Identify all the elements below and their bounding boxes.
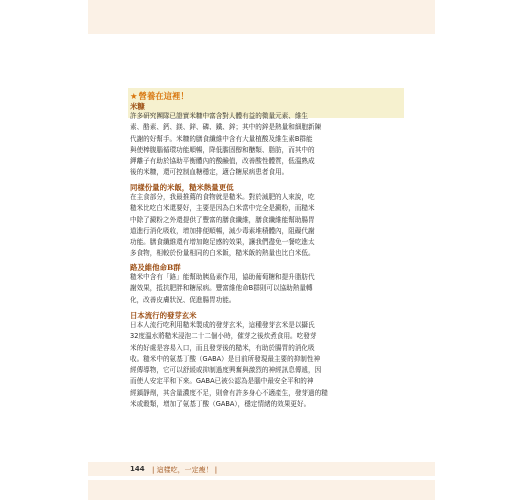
body-line: 糙米中含有「鉻」能幫助胰島素作用，協助葡萄糖和提升脂肪代 (130, 273, 315, 281)
section-heading-brown-rice-calories: 同樣份量的米飯，糙米熱量更低 (130, 183, 234, 192)
body-line: 32度溫水將糙米浸泡二十二個小時，催芽之後炊煮食用。吃發芽 (130, 332, 317, 341)
body-line: 謝效果，抵抗肥胖和糖尿病。豐富維他命B群則可以協助熱量轉 (130, 284, 313, 293)
body-line: 與使棒腹腦循環功能順暢，降低膽固醇和醣類、脂肪，而其中的 (130, 145, 315, 154)
body-line: 道進行消化吸收，增加排便順暢，減少毒素堆積體內，阻礙代謝 (130, 226, 315, 235)
running-footer-title: | 這樣吃，一定瘦！ | (152, 466, 218, 474)
page-number: 144 (130, 465, 145, 473)
body-line: 米或穀類，增加了氨基丁酸（GABA），穩定情緒的效果更好。 (130, 400, 311, 409)
body-line: 鉀離子有助於協助平衡體內的酸鹼值，改善酸性體質，低溫熟成 (130, 157, 315, 166)
section-body-brown-rice-calories (130, 192, 402, 260)
body-line: 米的好處是容易入口，而且發芽後的糙米，有助於腸胃的消化吸 (130, 343, 315, 352)
body-line: 中除了澱粉之外還提供了豐富的膳食纖維，膳食纖維能幫助腸胃 (130, 215, 315, 224)
body-line: 代謝的好幫手。米糠的膳食纖維中含有大量植酸及維生素B群能 (130, 134, 313, 143)
top-band (88, 0, 435, 34)
body-line: 素、酪素、鈣、鎂、鋅、磷、鐵、鋅；其中的鋅是熱量和細胞新陳 (130, 123, 322, 132)
body-line: 經鎮靜劑，其含量濃度不足，則會有許多身心不適產生，發芽過的糙 (130, 388, 328, 397)
body-line: 日本人流行吃利用糙米製成的發芽玄米，這種發芽玄米是以攝氏 (130, 321, 315, 329)
body-line: 多食物，相較於份量相同的白米飯，糙米飯的熱量也比白米低。 (130, 249, 315, 258)
body-line: 在主食部分，我最推薦的食物就是糙米。對於減肥的人來說，吃 (130, 193, 315, 201)
bottom-band (88, 480, 435, 500)
body-line: 許多研究團隊已證實米糠中富含對人體有益的微量元素、維生 (130, 112, 309, 120)
section-body-germinated-rice (130, 320, 402, 410)
body-line: 糙米比吃白米還要好，主要是因為白米當中完全是澱粉，而糙米 (130, 204, 315, 213)
section-heading-vitamin-b: 路及維他命B群 (130, 263, 181, 272)
section-heading-germinated-rice: 日本流行的發芽玄米 (130, 311, 197, 320)
section-heading-rice-bran: 米糠 (130, 102, 145, 111)
body-line: 後的米糠，還可控制血糖穩定，適合糖尿病患者食用。 (130, 168, 289, 177)
body-line: 經傳導物，它可以舒緩或抑制過度興奮與激烈的神經訊息傳遞，因 (130, 366, 322, 375)
body-line: 功能。膳食纖維還有增加飽足感的效果，讓我們盡免一餐吃進太 (130, 238, 315, 247)
title-text: 營養在這裡！ (138, 91, 189, 101)
section-body-rice-bran (130, 111, 402, 179)
body-line: 化，改善皮膚狀況、促進腸胃功能。 (130, 295, 236, 304)
section-body-vitamin-b (130, 272, 402, 306)
body-line: 收。糙米中的氨基丁酸（GABA）是目前所發現最主要的抑制性神 (130, 354, 321, 363)
body-line: 而使人安定平和下來。GABA已被公認為是腦中最安全平和的神 (130, 377, 314, 386)
star-icon: ★ (130, 91, 138, 101)
